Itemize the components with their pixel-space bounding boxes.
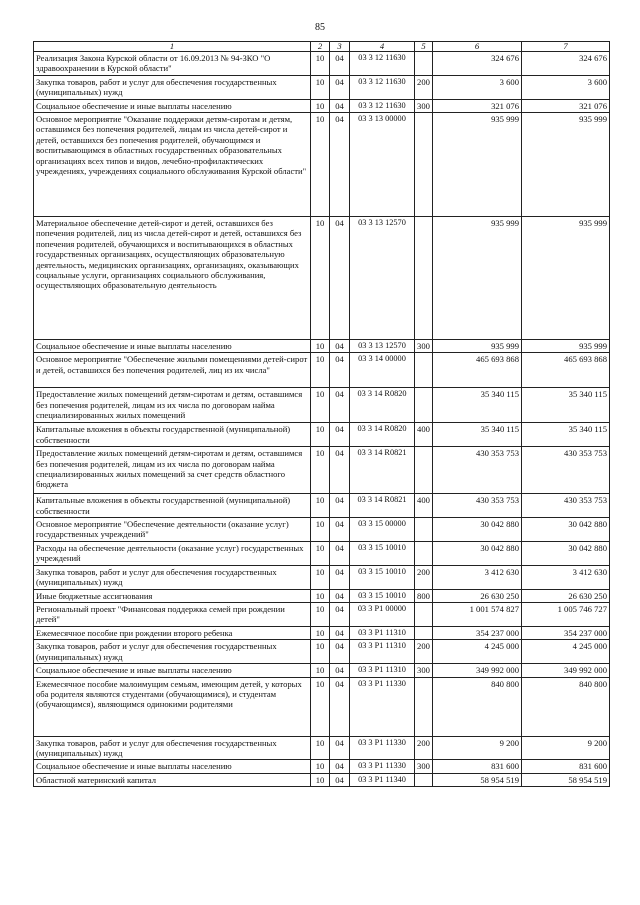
target-article-cell: 03 3 14 R0820 (350, 423, 415, 447)
section-cell: 10 (311, 541, 330, 565)
amount-col6-cell: 430 353 753 (433, 447, 522, 494)
amount-col7-cell: 349 992 000 (522, 664, 610, 677)
section-cell: 10 (311, 602, 330, 626)
amount-col6-cell: 35 340 115 (433, 423, 522, 447)
target-article-cell: 03 3 12 11630 (350, 52, 415, 76)
row-name-cell: Реализация Закона Курской области от 16.09.2013 № 94-ЗКО "О здравоохранении в Курской области" (34, 52, 311, 76)
section-cell: 10 (311, 75, 330, 99)
target-article-cell: 03 3 14 R0820 (350, 388, 415, 423)
row-name-cell: Закупка товаров, работ и услуг для обеспечения государственных (муниципальных) нужд (34, 640, 311, 664)
table-row (34, 217, 610, 340)
amount-col6-cell: 35 340 115 (433, 388, 522, 423)
subsection-cell: 04 (330, 640, 350, 664)
amount-col7-cell: 35 340 115 (522, 388, 610, 423)
target-article-cell: 03 3 15 10010 (350, 589, 415, 602)
expense-type-cell (415, 602, 433, 626)
target-article-cell: 03 3 13 12570 (350, 217, 415, 340)
table-row (34, 447, 610, 494)
subsection-cell: 04 (330, 217, 350, 340)
table-row (34, 626, 610, 639)
expense-type-cell (415, 773, 433, 786)
table-row (34, 340, 610, 353)
row-name-cell: Ежемесячное пособие малоимущим семьям, имеющим детей, у которых оба родителя являются студентами (обучающимися), и студентам (обучающимся), являющимся одинокими родителями (34, 677, 311, 736)
expense-type-cell: 800 (415, 589, 433, 602)
target-article-cell: 03 3 P1 11310 (350, 664, 415, 677)
amount-col7-cell: 840 800 (522, 677, 610, 736)
subsection-cell: 04 (330, 589, 350, 602)
page-number: 85 (315, 22, 325, 33)
amount-col7-cell: 30 042 880 (522, 541, 610, 565)
amount-col7-cell: 354 237 000 (522, 626, 610, 639)
table-row (34, 75, 610, 99)
amount-col6-cell: 831 600 (433, 760, 522, 773)
subsection-cell: 04 (330, 52, 350, 76)
amount-col7-cell: 430 353 753 (522, 447, 610, 494)
section-cell: 10 (311, 518, 330, 542)
section-cell: 10 (311, 388, 330, 423)
table-row (34, 494, 610, 518)
section-cell: 10 (311, 494, 330, 518)
section-cell: 10 (311, 113, 330, 217)
table-row (34, 773, 610, 786)
amount-col7-cell: 935 999 (522, 340, 610, 353)
row-name-cell: Социальное обеспечение и иные выплаты населению (34, 760, 311, 773)
amount-col6-cell: 321 076 (433, 99, 522, 112)
budget-table (33, 41, 610, 787)
row-name-cell: Материальное обеспечение детей-сирот и детей, оставшихся без попечения родителей, лиц из числа детей-сирот и детей, оставшихся без попечения родителей, обучающихся и воспитывающихся в областных государственных организациях, осуществляющих образовательную деятельность, медицинских организациях, организациях, оказывающих социальные услуги, организациях социального обслуживания, осуществляющих образовательную деятельность (34, 217, 311, 340)
subsection-cell: 04 (330, 423, 350, 447)
subsection-cell: 04 (330, 353, 350, 388)
section-cell: 10 (311, 736, 330, 760)
header-row (34, 42, 610, 52)
row-name-cell: Предоставление жилых помещений детям-сиротам и детям, оставшимся без попечения родителей, лицам из их числа по договорам найма специализированных жилых помещений (34, 388, 311, 423)
amount-col7-cell: 465 693 868 (522, 353, 610, 388)
subsection-cell: 04 (330, 736, 350, 760)
expense-type-cell: 200 (415, 75, 433, 99)
expense-type-cell: 300 (415, 340, 433, 353)
section-cell: 10 (311, 773, 330, 786)
target-article-cell: 03 3 P1 00000 (350, 602, 415, 626)
amount-col7-cell: 935 999 (522, 113, 610, 217)
section-cell: 10 (311, 99, 330, 112)
amount-col6-cell: 354 237 000 (433, 626, 522, 639)
target-article-cell: 03 3 P1 11330 (350, 736, 415, 760)
header-col-7: 7 (522, 42, 610, 52)
amount-col7-cell: 35 340 115 (522, 423, 610, 447)
expense-type-cell: 400 (415, 423, 433, 447)
expense-type-cell: 300 (415, 664, 433, 677)
row-name-cell: Социальное обеспечение и иные выплаты населению (34, 664, 311, 677)
target-article-cell: 03 3 13 12570 (350, 340, 415, 353)
section-cell: 10 (311, 640, 330, 664)
section-cell: 10 (311, 52, 330, 76)
header-col-4: 4 (350, 42, 415, 52)
row-name-cell: Региональный проект "Финансовая поддержка семей при рождении детей" (34, 602, 311, 626)
row-name-cell: Основное мероприятие "Обеспечение деятельности (оказание услуг) государственных учреждений" (34, 518, 311, 542)
header-col-6: 6 (433, 42, 522, 52)
subsection-cell: 04 (330, 518, 350, 542)
target-article-cell: 03 3 15 00000 (350, 518, 415, 542)
table-row (34, 760, 610, 773)
section-cell: 10 (311, 589, 330, 602)
target-article-cell: 03 3 P1 11330 (350, 677, 415, 736)
target-article-cell: 03 3 P1 11330 (350, 760, 415, 773)
target-article-cell: 03 3 15 10010 (350, 541, 415, 565)
subsection-cell: 04 (330, 494, 350, 518)
amount-col6-cell: 3 600 (433, 75, 522, 99)
row-name-cell: Ежемесячное пособие при рождении второго ребенка (34, 626, 311, 639)
table-row (34, 565, 610, 589)
expense-type-cell: 400 (415, 494, 433, 518)
table-row (34, 113, 610, 217)
row-name-cell: Основное мероприятие "Обеспечение жилыми помещениями детей-сирот и детей, оставшихся без попечения родителей, лиц из их числа" (34, 353, 311, 388)
section-cell: 10 (311, 353, 330, 388)
amount-col7-cell: 324 676 (522, 52, 610, 76)
amount-col7-cell: 58 954 519 (522, 773, 610, 786)
table-row (34, 640, 610, 664)
subsection-cell: 04 (330, 677, 350, 736)
subsection-cell: 04 (330, 388, 350, 423)
section-cell: 10 (311, 565, 330, 589)
section-cell: 10 (311, 626, 330, 639)
amount-col7-cell: 430 353 753 (522, 494, 610, 518)
row-name-cell: Закупка товаров, работ и услуг для обеспечения государственных (муниципальных) нужд (34, 736, 311, 760)
expense-type-cell (415, 447, 433, 494)
row-name-cell: Расходы на обеспечение деятельности (оказание услуг) государственных учреждений (34, 541, 311, 565)
expense-type-cell (415, 353, 433, 388)
amount-col7-cell: 321 076 (522, 99, 610, 112)
section-cell: 10 (311, 664, 330, 677)
subsection-cell: 04 (330, 773, 350, 786)
row-name-cell: Закупка товаров, работ и услуг для обеспечения государственных (муниципальных) нужд (34, 75, 311, 99)
expense-type-cell: 300 (415, 760, 433, 773)
amount-col6-cell: 935 999 (433, 340, 522, 353)
row-name-cell: Закупка товаров, работ и услуг для обеспечения государственных (муниципальных) нужд (34, 565, 311, 589)
expense-type-cell (415, 518, 433, 542)
subsection-cell: 04 (330, 664, 350, 677)
section-cell: 10 (311, 340, 330, 353)
row-name-cell: Областной материнский капитал (34, 773, 311, 786)
section-cell: 10 (311, 423, 330, 447)
subsection-cell: 04 (330, 565, 350, 589)
amount-col7-cell: 935 999 (522, 217, 610, 340)
amount-col6-cell: 430 353 753 (433, 494, 522, 518)
amount-col6-cell: 30 042 880 (433, 541, 522, 565)
row-name-cell: Предоставление жилых помещений детям-сиротам и детям, оставшимся без попечения родителей, лицам из их числа по договорам найма специализированных жилых помещений за счет средств областного бюджета (34, 447, 311, 494)
amount-col7-cell: 3 600 (522, 75, 610, 99)
amount-col7-cell: 1 005 746 727 (522, 602, 610, 626)
target-article-cell: 03 3 P1 11340 (350, 773, 415, 786)
subsection-cell: 04 (330, 626, 350, 639)
subsection-cell: 04 (330, 602, 350, 626)
header-col-3: 3 (330, 42, 350, 52)
subsection-cell: 04 (330, 113, 350, 217)
amount-col6-cell: 3 412 630 (433, 565, 522, 589)
header-col-5: 5 (415, 42, 433, 52)
expense-type-cell (415, 541, 433, 565)
row-name-cell: Социальное обеспечение и иные выплаты населению (34, 340, 311, 353)
amount-col7-cell: 26 630 250 (522, 589, 610, 602)
amount-col6-cell: 840 800 (433, 677, 522, 736)
row-name-cell: Основное мероприятие "Оказание поддержки детям-сиротам и детям, оставшимся без попечения родителей, лицам из числа детей-сирот и детей, оставшихся без попечения родителей, обучающимся и воспитывающимся в областных государственных образовательных организациях всех типов и видов, лечебно-профилактических учреждениях, учреждениях социального обслуживания Курской области" (34, 113, 311, 217)
table-row (34, 388, 610, 423)
expense-type-cell (415, 217, 433, 340)
amount-col6-cell: 465 693 868 (433, 353, 522, 388)
section-cell: 10 (311, 677, 330, 736)
section-cell: 10 (311, 760, 330, 773)
target-article-cell: 03 3 12 11630 (350, 75, 415, 99)
amount-col6-cell: 9 200 (433, 736, 522, 760)
target-article-cell: 03 3 14 R0821 (350, 494, 415, 518)
amount-col6-cell: 30 042 880 (433, 518, 522, 542)
table-row (34, 52, 610, 76)
table-row (34, 423, 610, 447)
amount-col6-cell: 26 630 250 (433, 589, 522, 602)
target-article-cell: 03 3 15 10010 (350, 565, 415, 589)
amount-col7-cell: 831 600 (522, 760, 610, 773)
expense-type-cell (415, 626, 433, 639)
table-row (34, 677, 610, 736)
expense-type-cell (415, 113, 433, 217)
target-article-cell: 03 3 12 11630 (350, 99, 415, 112)
table-row (34, 736, 610, 760)
subsection-cell: 04 (330, 75, 350, 99)
header-col-2: 2 (311, 42, 330, 52)
target-article-cell: 03 3 P1 11310 (350, 640, 415, 664)
row-name-cell: Капитальные вложения в объекты государственной (муниципальной) собственности (34, 494, 311, 518)
table-row (34, 99, 610, 112)
table-row (34, 541, 610, 565)
subsection-cell: 04 (330, 541, 350, 565)
expense-type-cell (415, 388, 433, 423)
header-col-1: 1 (34, 42, 311, 52)
amount-col6-cell: 349 992 000 (433, 664, 522, 677)
expense-type-cell: 300 (415, 99, 433, 112)
expense-type-cell: 200 (415, 565, 433, 589)
amount-col6-cell: 324 676 (433, 52, 522, 76)
expense-type-cell: 200 (415, 736, 433, 760)
row-name-cell: Иные бюджетные ассигнования (34, 589, 311, 602)
expense-type-cell: 200 (415, 640, 433, 664)
amount-col6-cell: 935 999 (433, 113, 522, 217)
amount-col7-cell: 30 042 880 (522, 518, 610, 542)
target-article-cell: 03 3 13 00000 (350, 113, 415, 217)
section-cell: 10 (311, 447, 330, 494)
table-row (34, 602, 610, 626)
subsection-cell: 04 (330, 760, 350, 773)
amount-col7-cell: 3 412 630 (522, 565, 610, 589)
target-article-cell: 03 3 14 00000 (350, 353, 415, 388)
expense-type-cell (415, 52, 433, 76)
target-article-cell: 03 3 14 R0821 (350, 447, 415, 494)
row-name-cell: Социальное обеспечение и иные выплаты населению (34, 99, 311, 112)
amount-col6-cell: 4 245 000 (433, 640, 522, 664)
expense-type-cell (415, 677, 433, 736)
subsection-cell: 04 (330, 447, 350, 494)
amount-col7-cell: 4 245 000 (522, 640, 610, 664)
subsection-cell: 04 (330, 340, 350, 353)
amount-col6-cell: 1 001 574 827 (433, 602, 522, 626)
target-article-cell: 03 3 P1 11310 (350, 626, 415, 639)
section-cell: 10 (311, 217, 330, 340)
amount-col6-cell: 58 954 519 (433, 773, 522, 786)
table-row (34, 664, 610, 677)
table-row (34, 353, 610, 388)
table-row (34, 589, 610, 602)
amount-col6-cell: 935 999 (433, 217, 522, 340)
subsection-cell: 04 (330, 99, 350, 112)
table-row (34, 518, 610, 542)
row-name-cell: Капитальные вложения в объекты государственной (муниципальной) собственности (34, 423, 311, 447)
amount-col7-cell: 9 200 (522, 736, 610, 760)
